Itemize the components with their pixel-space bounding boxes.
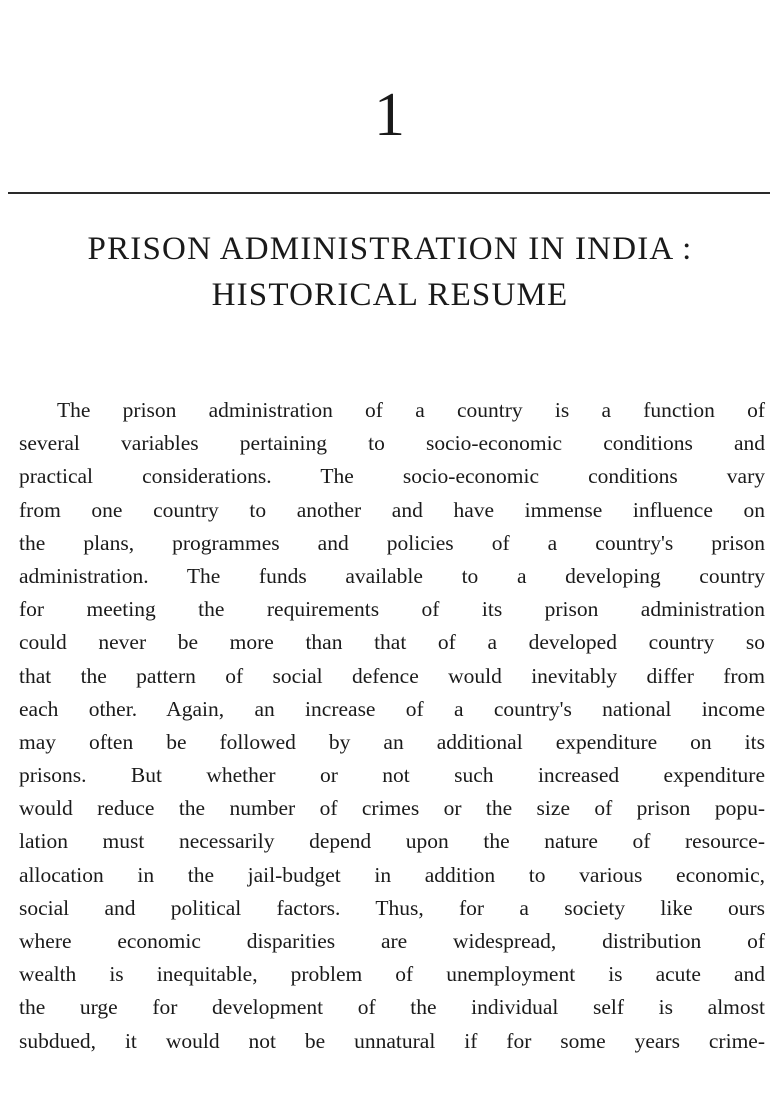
- chapter-title-line-2: HISTORICAL RESUME: [211, 277, 569, 313]
- text-line: several variables pertaining to socio-economic conditions and: [19, 431, 765, 456]
- text-line: the urge for development of the individual self is almost: [19, 995, 765, 1020]
- text-line: social and political factors. Thus, for a society like ours: [19, 895, 765, 920]
- text-line: each other. Again, an increase of a country's national income: [19, 696, 765, 721]
- text-line: for meeting the requirements of its prison administration: [19, 597, 765, 622]
- text-line: The prison administration of a country is a function of: [57, 398, 765, 422]
- text-line: the plans, programmes and policies of a country's prison: [19, 530, 765, 555]
- text-line: may often be followed by an additional expenditure on its: [19, 729, 765, 754]
- text-line: subdued, it would not be unnatural if for some years crime-: [19, 1028, 765, 1053]
- text-line: prisons. But whether or not such increased expenditure: [19, 763, 765, 788]
- text-line: from one country to another and have immense influence on: [19, 497, 765, 522]
- text-line: wealth is inequitable, problem of unemployment is acute and: [19, 962, 765, 987]
- text-line: administration. The funds available to a developing country: [19, 563, 765, 588]
- chapter-title-line-1: PRISON ADMINISTRATION IN INDIA :: [87, 231, 693, 267]
- text-line: would reduce the number of crimes or the size of prison popu-: [19, 796, 765, 821]
- body-paragraph: [19, 394, 765, 1058]
- chapter-title: [0, 226, 780, 318]
- text-line: allocation in the jail-budget in addition to various economic,: [19, 862, 765, 887]
- title-divider: [8, 192, 770, 194]
- chapter-number: 1: [374, 81, 406, 149]
- text-line: where economic disparities are widespread, distribution of: [19, 929, 765, 953]
- text-line: practical considerations. The socio-economic conditions vary: [19, 464, 765, 489]
- text-line: lation must necessarily depend upon the nature of resource-: [19, 829, 765, 854]
- text-line: that the pattern of social defence would inevitably differ from: [19, 663, 765, 688]
- text-line: could never be more than that of a developed country so: [19, 630, 765, 655]
